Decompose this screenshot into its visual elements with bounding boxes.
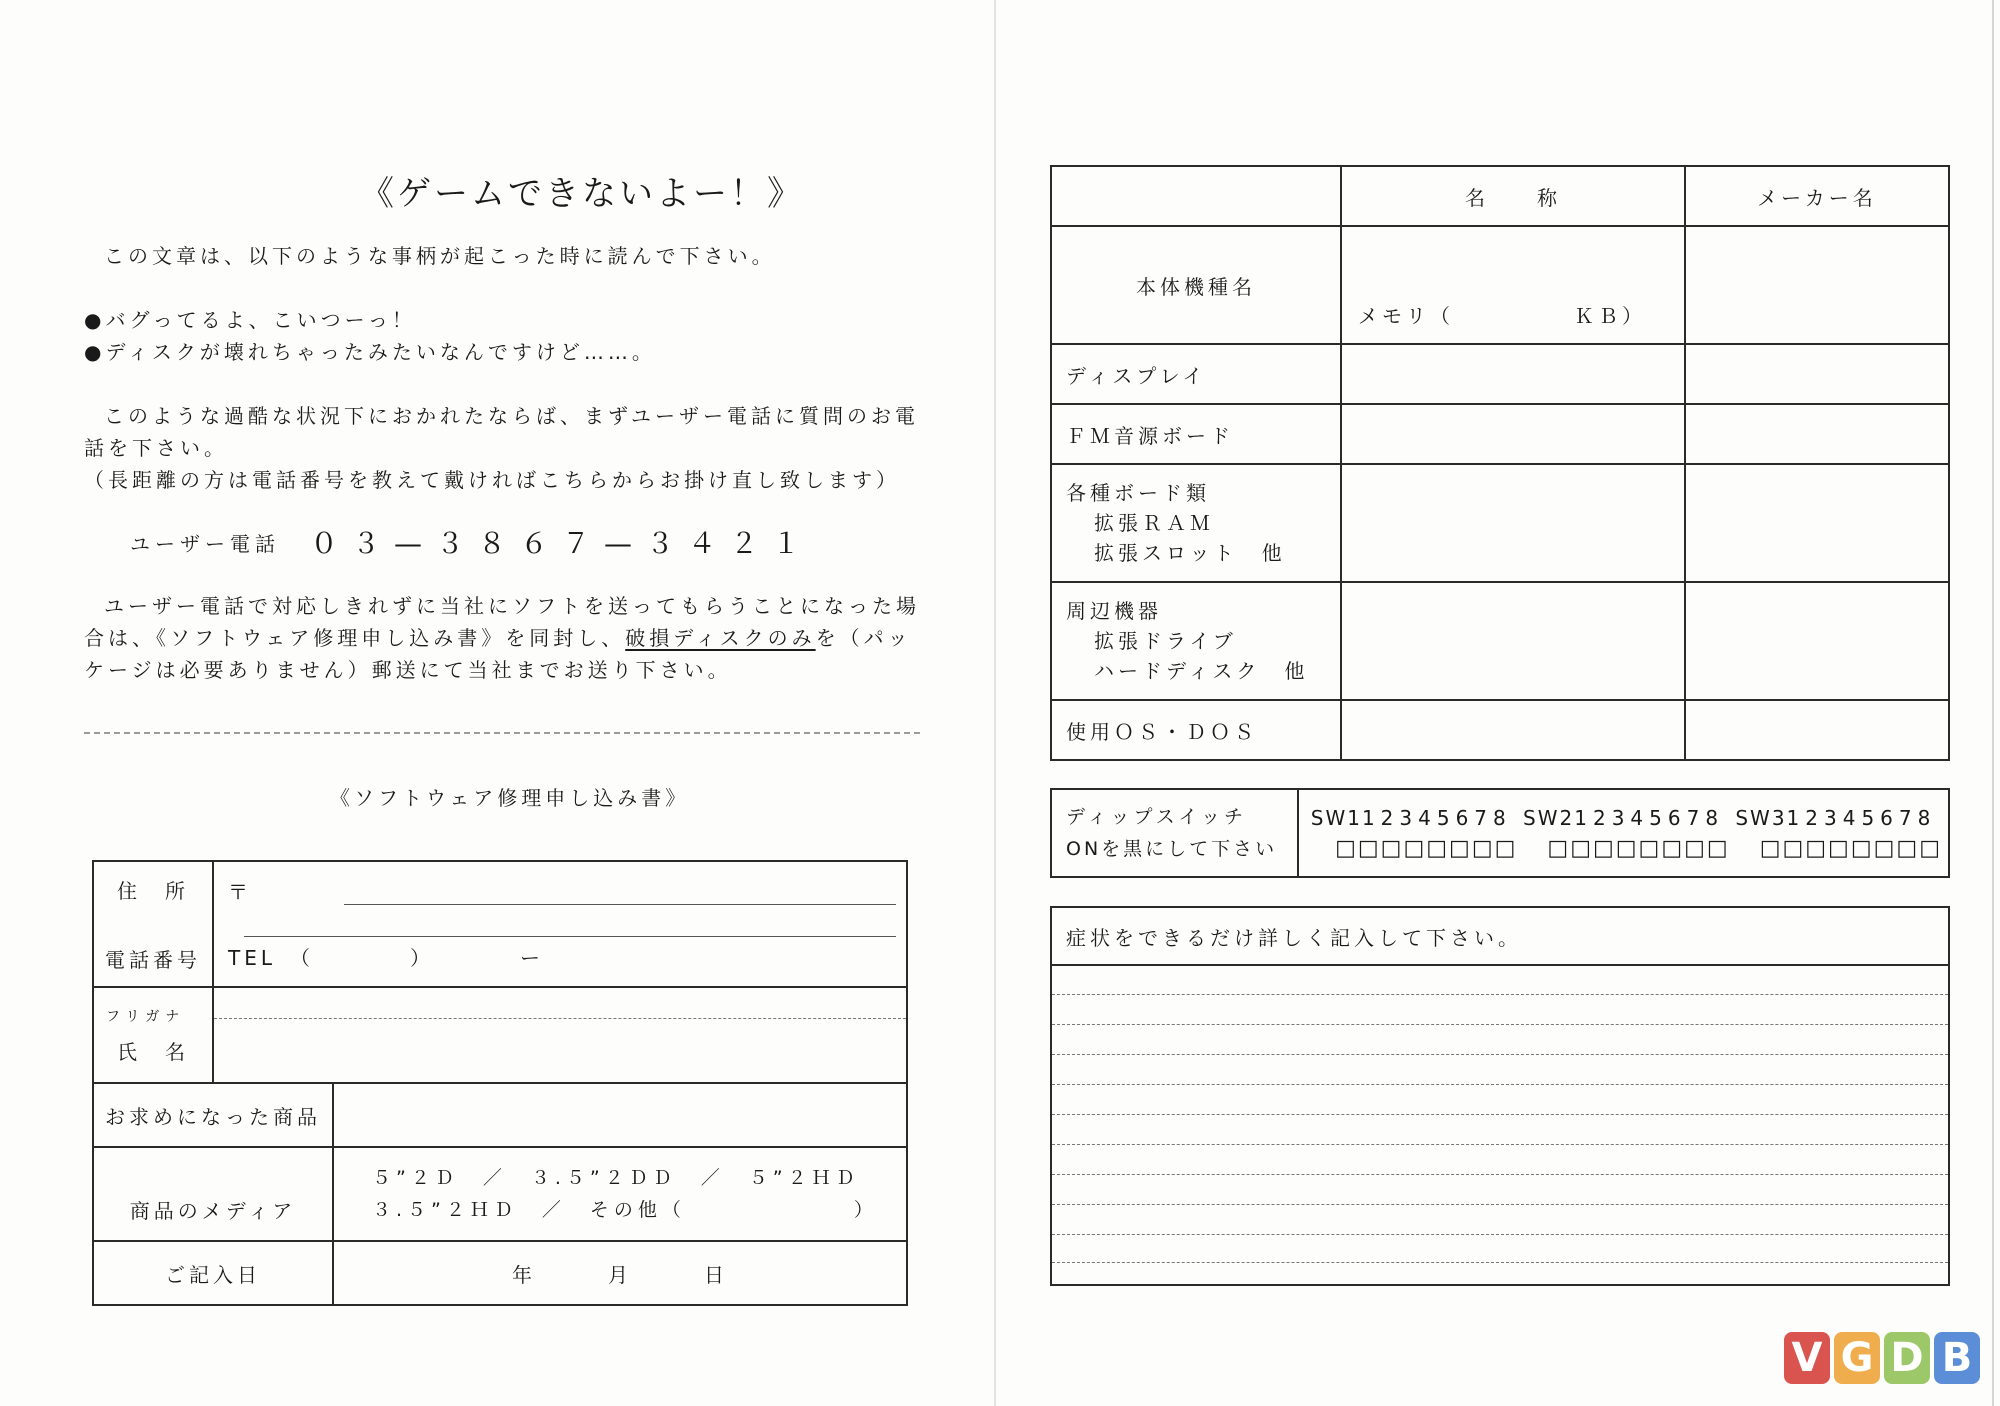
header-maker: メーカー名 bbox=[1685, 166, 1949, 226]
row-label-os: 使用ＯＳ・ＤＯＳ bbox=[1051, 700, 1341, 760]
row-label-display: ディスプレイ bbox=[1051, 344, 1341, 404]
ruled-line bbox=[1052, 1114, 1948, 1115]
name-label: 氏 名 bbox=[117, 1039, 189, 1064]
tel-line: TEL （ ） ー bbox=[228, 946, 544, 970]
dip-switch-table bbox=[1050, 788, 1950, 878]
left-page bbox=[0, 0, 996, 1406]
ruled-line bbox=[1052, 1262, 1948, 1263]
furigana-divider bbox=[214, 1018, 906, 1019]
dip-label bbox=[1051, 789, 1298, 877]
boards-sub-label: 拡張ＲＡＭ bbox=[1094, 511, 1214, 535]
user-phone-label: ユーザー電話 bbox=[130, 532, 280, 556]
header-name: 名 称 bbox=[1341, 166, 1685, 226]
row-label-peripherals bbox=[1051, 582, 1341, 700]
row-label-fm-board: ＦＭ音源ボード bbox=[1051, 404, 1341, 464]
mail-text bbox=[84, 622, 912, 654]
model-maker-cell[interactable] bbox=[1685, 226, 1949, 344]
date-field[interactable]: 年 月 日 bbox=[333, 1241, 907, 1305]
mail-text-part: を（パッ bbox=[815, 626, 912, 650]
media-option-line: ３.５”２ＨＤ ／ その他（ ） bbox=[372, 1199, 878, 1221]
right-page bbox=[996, 0, 2000, 1406]
dip-switch-sw3 bbox=[1730, 803, 1942, 864]
fm-board-name-cell[interactable] bbox=[1341, 404, 1685, 464]
ruled-line bbox=[1052, 1174, 1948, 1175]
watermark-letter: D bbox=[1884, 1332, 1930, 1384]
display-maker-cell[interactable] bbox=[1685, 344, 1949, 404]
fm-board-maker-cell[interactable] bbox=[1685, 404, 1949, 464]
furigana-label: フリガナ bbox=[106, 1008, 186, 1025]
phone-label: 電話番号 bbox=[105, 948, 201, 972]
mail-text-part: 合は、《ソフトウェア修理申し込み書》を同封し、 bbox=[84, 626, 626, 650]
cut-line bbox=[84, 732, 920, 734]
watermark-letter: G bbox=[1834, 1332, 1880, 1384]
address-label: 住 所 bbox=[117, 879, 189, 903]
ruled-line bbox=[1052, 1024, 1948, 1025]
symptom-field[interactable] bbox=[1051, 965, 1949, 1285]
boards-sub-label: 拡張スロット 他 bbox=[1094, 541, 1286, 565]
dip-switch-sw1 bbox=[1305, 803, 1517, 864]
vgdb-watermark bbox=[1784, 1320, 1984, 1384]
ruled-line bbox=[1052, 1084, 1948, 1085]
bullet-item: ●ディスクが壊れちゃったみたいなんですけど……。 bbox=[84, 340, 656, 364]
product-field[interactable] bbox=[333, 1083, 907, 1147]
advice-text: このような過酷な状況下におかれたならば、まずユーザー電話に質問のお電 bbox=[104, 404, 919, 428]
media-label: 商品のメディア bbox=[93, 1147, 333, 1241]
switch-positions: 12345678 bbox=[1361, 805, 1512, 830]
postal-mark: 〒 bbox=[228, 880, 252, 904]
row-label-boards bbox=[1051, 464, 1341, 582]
media-option-line: ５”２Ｄ ／ ３.５”２ＤＤ ／ ５”２ＨＤ bbox=[372, 1167, 860, 1189]
symptom-label: 症状をできるだけ詳しく記入して下さい。 bbox=[1051, 907, 1949, 965]
dip-label-line: ディップスイッチ bbox=[1066, 806, 1247, 828]
dip-switch-sw2 bbox=[1517, 803, 1729, 864]
peripherals-name-cell[interactable] bbox=[1341, 582, 1685, 700]
address-line bbox=[244, 936, 896, 937]
switch-name: SW1 bbox=[1310, 805, 1362, 830]
hardware-table bbox=[1050, 165, 1950, 761]
ruled-line bbox=[1052, 1234, 1948, 1235]
os-maker-cell[interactable] bbox=[1685, 700, 1949, 760]
ruled-line bbox=[1052, 1144, 1948, 1145]
boards-maker-cell[interactable] bbox=[1685, 464, 1949, 582]
switch-boxes[interactable]: □□□□□□□□ bbox=[1335, 835, 1518, 861]
watermark-letter: V bbox=[1784, 1332, 1830, 1384]
switch-positions: 12345678 bbox=[1786, 805, 1937, 830]
intro-text: この文章は、以下のような事柄が起こった時に読んで下さい。 bbox=[104, 244, 776, 268]
symptom-table bbox=[1050, 906, 1950, 1286]
switch-name: SW2 bbox=[1523, 805, 1575, 830]
page-title: 《ゲームできないよー！》 bbox=[360, 174, 804, 214]
peripherals-label: 周辺機器 bbox=[1066, 599, 1162, 623]
advice-text: 話を下さい。 bbox=[84, 436, 228, 460]
address-phone-field[interactable] bbox=[213, 861, 907, 987]
date-label: ご記入日 bbox=[93, 1241, 333, 1305]
ruled-line bbox=[1052, 1204, 1948, 1205]
ruled-line bbox=[1052, 994, 1948, 995]
peripherals-sub-label: 拡張ドライブ bbox=[1094, 629, 1237, 653]
os-name-cell[interactable] bbox=[1341, 700, 1685, 760]
advice-text: （長距離の方は電話番号を教えて戴ければこちらからお掛け直し致します） bbox=[84, 468, 900, 492]
peripherals-sub-label: ハードディスク 他 bbox=[1094, 659, 1309, 683]
display-name-cell[interactable] bbox=[1341, 344, 1685, 404]
mail-text: ケージは必要ありません）郵送にて当社までお送り下さい。 bbox=[84, 658, 732, 682]
dip-switch-area bbox=[1298, 789, 1949, 877]
switch-boxes[interactable]: □□□□□□□□ bbox=[1759, 835, 1942, 861]
model-name-cell[interactable] bbox=[1341, 226, 1685, 344]
bullet-item: ●バグってるよ、こいつーっ！ bbox=[84, 308, 416, 332]
boards-name-cell[interactable] bbox=[1341, 464, 1685, 582]
row-label-model: 本体機種名 bbox=[1051, 226, 1341, 344]
broken-disk-emphasis: 破損ディスクのみ bbox=[625, 626, 816, 650]
mail-text: ユーザー電話で対応しきれずに当社にソフトを送ってもらうことになった場 bbox=[104, 594, 920, 618]
media-options[interactable] bbox=[333, 1147, 907, 1241]
peripherals-maker-cell[interactable] bbox=[1685, 582, 1949, 700]
dip-label-line: ONを黒にして下さい bbox=[1066, 838, 1278, 860]
switch-boxes[interactable]: □□□□□□□□ bbox=[1547, 835, 1730, 861]
product-label: お求めになった商品 bbox=[93, 1083, 333, 1147]
switch-positions: 12345678 bbox=[1574, 805, 1725, 830]
repair-form bbox=[92, 860, 908, 1306]
address-line bbox=[344, 904, 896, 905]
form-title: 《ソフトウェア修理申し込み書》 bbox=[330, 786, 690, 810]
switch-name: SW3 bbox=[1735, 805, 1787, 830]
user-phone-number: ０３—３８６７—３４２１ bbox=[310, 527, 815, 560]
ruled-line bbox=[1052, 1054, 1948, 1055]
memory-field: メモリ（ ＫＢ） bbox=[1358, 304, 1646, 328]
name-labels bbox=[93, 987, 213, 1083]
name-field[interactable] bbox=[213, 987, 907, 1083]
boards-label: 各種ボード類 bbox=[1066, 481, 1210, 505]
corner-cell bbox=[1051, 166, 1341, 226]
watermark-letter: B bbox=[1934, 1332, 1980, 1384]
address-phone-labels bbox=[93, 861, 213, 987]
